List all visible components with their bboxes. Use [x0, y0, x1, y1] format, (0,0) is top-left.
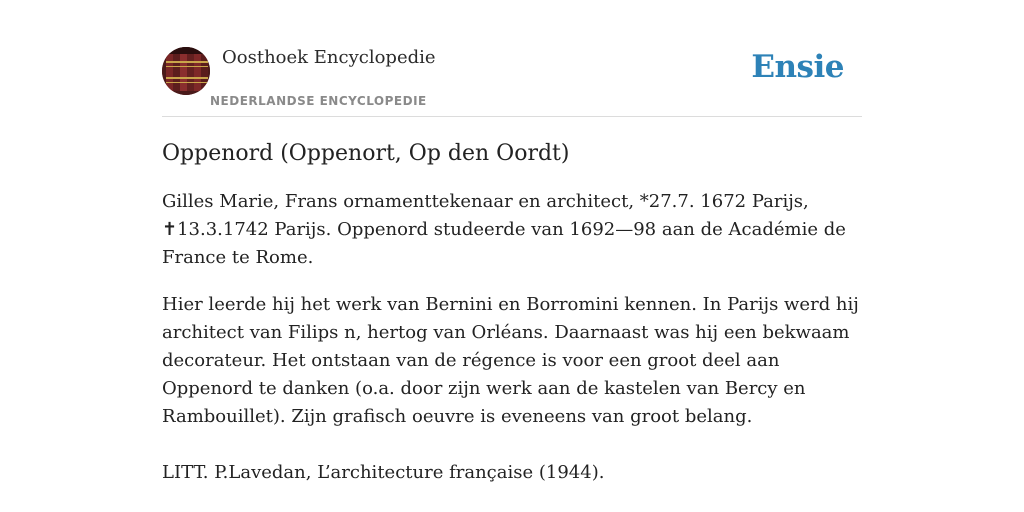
ensie-logo[interactable]: Ensie	[751, 49, 844, 85]
article-paragraph: Hier leerde hij het werk van Bernini en Borromini kennen. In Parijs werd hij architect van Filips n, hertog van Orléans. Daarnaast was hij een bekwaam decorateur. Het ontstaan van de régence is voor een groot deel aan Oppenord te danken (o.a. door zijn werk aan de kastelen van Bercy en Rambouillet). Zijn grafisch oeuvre is eveneens van groot belang.	[162, 294, 859, 427]
article-paragraph: Gilles Marie, Frans ornamenttekenaar en architect, *27.7. 1672 Parijs, ✝13.3.1742 Parijs. Oppenord studeerde van 1692—98 aan de Académie de France te Rome.	[162, 191, 846, 268]
source-header	[162, 46, 862, 117]
page-title: Oppenord (Oppenort, Op den Oordt)	[162, 141, 570, 166]
avatar[interactable]	[162, 47, 210, 95]
article-card	[162, 46, 862, 487]
source-subtitle: NEDERLANDSE ENCYCLOPEDIE	[210, 94, 427, 108]
literature-reference: LITT. P.Lavedan, L’architecture française (1944).	[162, 462, 605, 483]
encyclopedia-books-icon	[162, 47, 210, 95]
source-title[interactable]: Oosthoek Encyclopedie	[222, 47, 436, 68]
